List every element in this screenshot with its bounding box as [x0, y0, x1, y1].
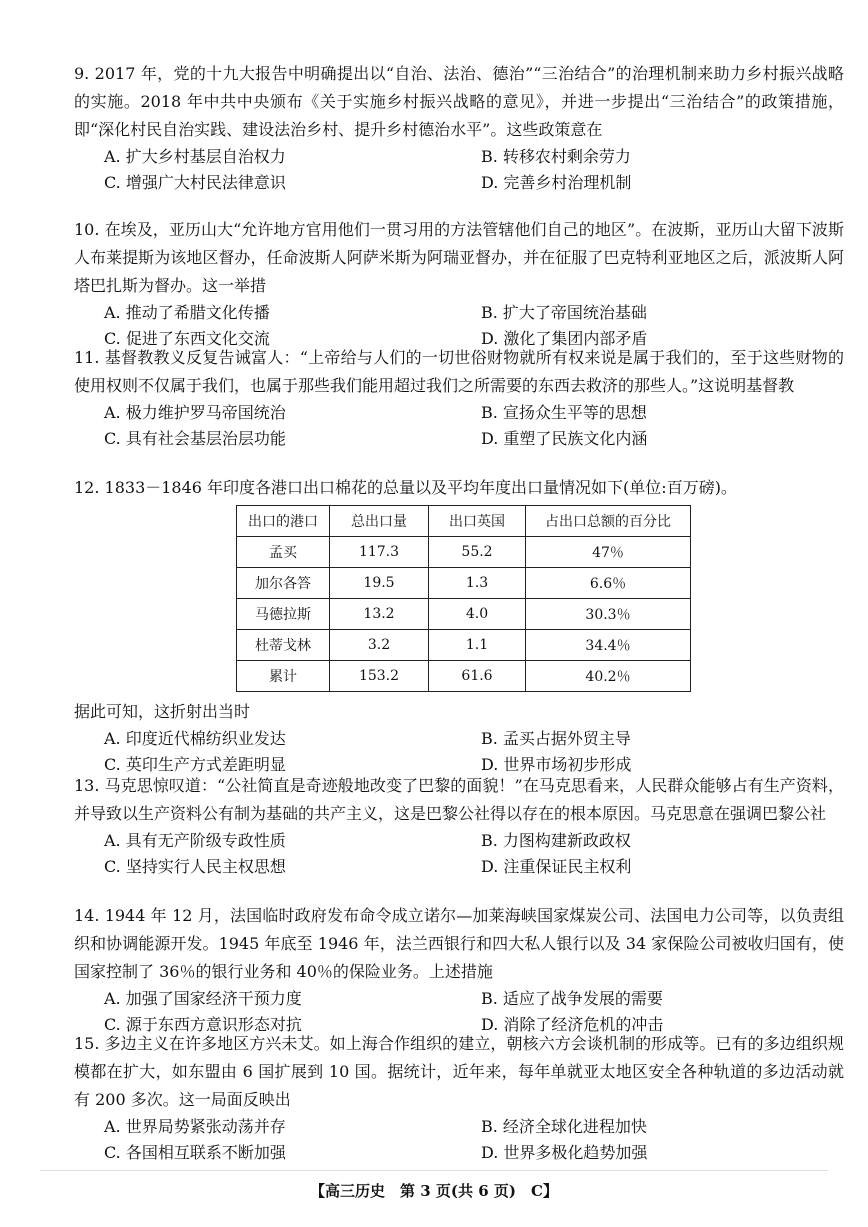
- option-c: C. 具有社会基层治层功能: [104, 429, 286, 448]
- option-d: D. 完善乡村治理机制: [481, 173, 632, 192]
- table-cell: 61.6: [429, 661, 526, 692]
- question-stem: 12. 1833－1846 年印度各港口出口棉花的总量以及平均年度出口量情况如下(单位:百万磅)。: [74, 478, 737, 497]
- table-cell: 马德拉斯: [237, 599, 330, 630]
- table-cell: 4.0: [429, 599, 526, 630]
- option-d: D. 世界多极化趋势加强: [481, 1143, 648, 1162]
- option-a: A. 加强了国家经济干预力度: [104, 989, 302, 1008]
- cotton-export-table: [236, 505, 691, 692]
- option-list: [74, 828, 844, 880]
- table-cell: 34.4％: [526, 630, 691, 661]
- table-cell: 孟买: [237, 537, 330, 568]
- option-c: C. 源于东西方意识形态对抗: [104, 1015, 302, 1034]
- option-c: C. 英印生产方式差距明显: [104, 755, 286, 774]
- option-c: C. 各国相互联系不断加强: [104, 1143, 286, 1162]
- option-list: [74, 1114, 844, 1166]
- table-header: 占出口总额的百分比: [526, 506, 691, 537]
- table-cell: 1.1: [429, 630, 526, 661]
- option-b: B. 适应了战争发展的需要: [481, 989, 663, 1008]
- table-header-row: [237, 506, 691, 537]
- option-d: D. 世界市场初步形成: [481, 755, 632, 774]
- option-b: B. 力图构建新政政权: [481, 831, 631, 850]
- question-11: [74, 344, 844, 452]
- question-13: [74, 772, 844, 880]
- question-stem: 9. 2017 年，党的十九大报告中明确提出以“自治、法治、德治”“三治结合”的治理机制来助力乡村振兴战略的实施。2018 年中共中央颁布《关于实施乡村振兴战略的意见》，并进一步提出“三治结合”的政策措施，即“深化村民自治实践、建设法治乡村、提升乡村德治水平”。这些政策意在: [74, 64, 844, 139]
- question-stem: 10. 在埃及，亚历山大“允许地方官用他们一贯习用的方法管辖他们自己的地区”。在波斯，亚历山大留下波斯人布莱提斯为该地区督办，任命波斯人阿萨米斯为阿瑞亚督办，并在征服了巴克特利亚地区之后，派波斯人阿塔巴扎斯为督办。这一举措: [74, 220, 844, 295]
- table-cell: 3.2: [330, 630, 429, 661]
- option-b: B. 孟买占据外贸主导: [481, 729, 631, 748]
- question-stem: 11. 基督教教义反复告诫富人：“上帝给与人们的一切世俗财物就所有权来说是属于我们的，至于这些财物的使用权则不仅属于我们，也属于那些我们能用超过我们之所需要的东西去救济的那些人。”这说明基督教: [74, 348, 844, 395]
- table-row: [237, 599, 691, 630]
- question-12-continued: [74, 698, 844, 778]
- option-c: C. 促进了东西文化交流: [104, 329, 270, 348]
- option-a: A. 推动了希腊文化传播: [104, 303, 270, 322]
- question-10: [74, 216, 844, 352]
- option-b: B. 经济全球化进程加快: [481, 1117, 647, 1136]
- table-cell: 30.3％: [526, 599, 691, 630]
- question-stem: 14. 1944 年 12 月，法国临时政府发布命令成立诺尔—加莱海峡国家煤炭公司、法国电力公司等，以负责组织和协调能源开发。1945 年底至 1946 年，法兰西银行和四大私人银行以及 34 家保险公司被收归国有，使国家控制了 36％的银行业务和 40％的保险业务。上述措施: [74, 906, 844, 981]
- option-b: B. 宣扬众生平等的思想: [481, 403, 647, 422]
- table-row: [237, 661, 691, 692]
- option-d: D. 重塑了民族文化内涵: [481, 429, 648, 448]
- table-cell: 1.3: [429, 568, 526, 599]
- footer-divider: [40, 1170, 828, 1171]
- question-stem: 据此可知，这折射出当时: [74, 702, 251, 721]
- option-a: A. 扩大乡村基层自治权力: [104, 147, 286, 166]
- table-cell: 加尔各答: [237, 568, 330, 599]
- question-stem: 15. 多边主义在许多地区方兴未艾。如上海合作组织的建立，朝核六方会谈机制的形成等。已有的多边组织规模都在扩大，如东盟由 6 国扩展到 10 国。据统计，近年来，每年单就亚太地区安全各种轨道的多边活动就有 200 多次。这一局面反映出: [74, 1034, 844, 1109]
- option-c: C. 坚持实行人民主权思想: [104, 857, 286, 876]
- option-list: [74, 144, 844, 196]
- table-cell: 55.2: [429, 537, 526, 568]
- table-cell: 47％: [526, 537, 691, 568]
- page-footer: 【高三历史 第 3 页(共 6 页) C】: [310, 1182, 558, 1200]
- option-d: D. 激化了集团内部矛盾: [481, 329, 648, 348]
- table-row: [237, 537, 691, 568]
- table-cell: 6.6％: [526, 568, 691, 599]
- option-list: [74, 400, 844, 452]
- table-header: 出口的港口: [237, 506, 330, 537]
- option-d: D. 消除了经济危机的冲击: [481, 1015, 664, 1034]
- question-12: [74, 474, 844, 502]
- option-d: D. 注重保证民主权利: [481, 857, 632, 876]
- table-cell: 153.2: [330, 661, 429, 692]
- table-cell: 累计: [237, 661, 330, 692]
- table-cell: 117.3: [330, 537, 429, 568]
- question-stem: 13. 马克思惊叹道：“公社简直是奇迹般地改变了巴黎的面貌！”在马克思看来，人民群众能够占有生产资料，并导致以生产资料公有制为基础的共产主义，这是巴黎公社得以存在的根本原因。马克思意在强调巴黎公社: [74, 776, 844, 823]
- table-cell: 19.5: [330, 568, 429, 599]
- table-row: [237, 568, 691, 599]
- option-list: [74, 726, 844, 778]
- question-15: [74, 1030, 844, 1166]
- option-a: A. 世界局势紧张动荡并存: [104, 1117, 286, 1136]
- table-header: 总出口量: [330, 506, 429, 537]
- table-cell: 40.2％: [526, 661, 691, 692]
- table-row: [237, 630, 691, 661]
- option-b: B. 扩大了帝国统治基础: [481, 303, 647, 322]
- table-header: 出口英国: [429, 506, 526, 537]
- question-9: [74, 60, 844, 196]
- option-a: A. 极力维护罗马帝国统治: [104, 403, 286, 422]
- option-c: C. 增强广大村民法律意识: [104, 173, 286, 192]
- table-cell: 13.2: [330, 599, 429, 630]
- option-a: A. 印度近代棉纺织业发达: [104, 729, 286, 748]
- option-a: A. 具有无产阶级专政性质: [104, 831, 286, 850]
- option-b: B. 转移农村剩余劳力: [481, 147, 631, 166]
- question-14: [74, 902, 844, 1038]
- table-cell: 杜蒂戈林: [237, 630, 330, 661]
